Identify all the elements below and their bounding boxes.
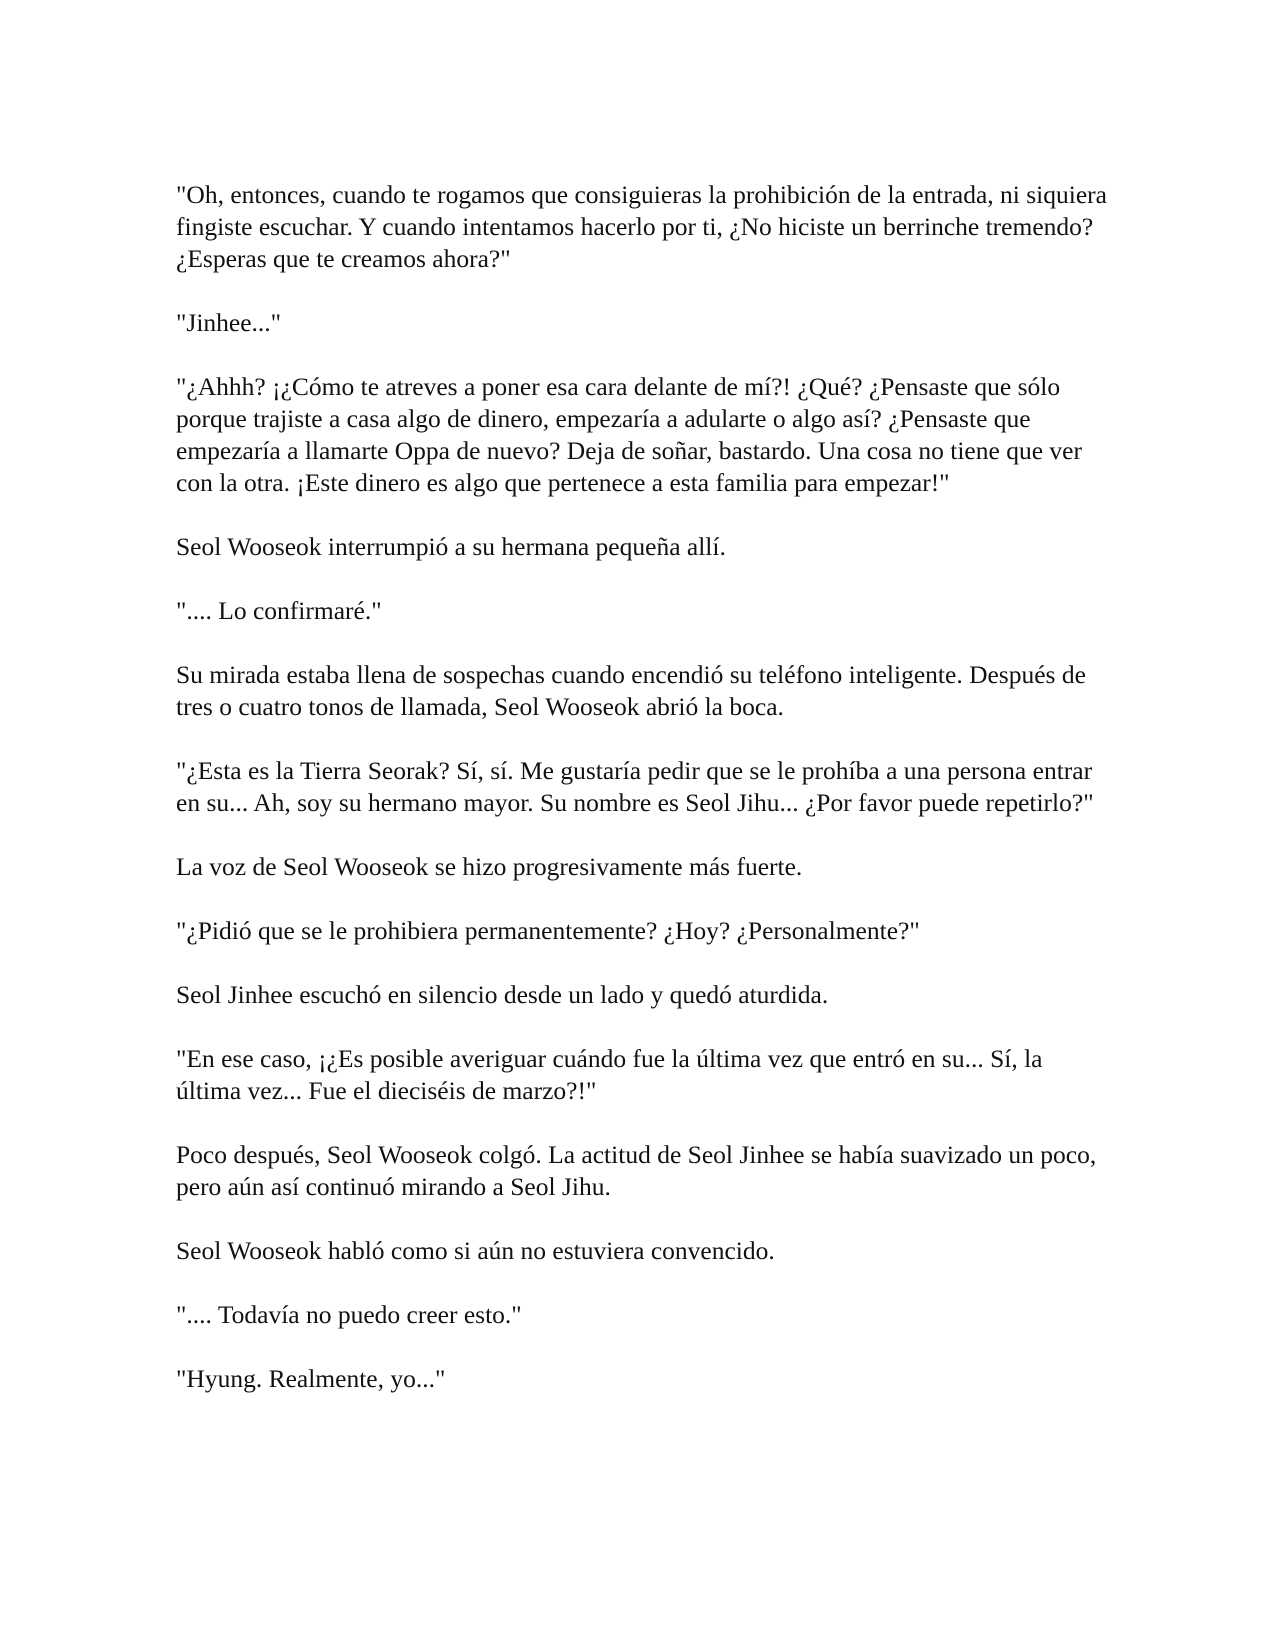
paragraph: "Hyung. Realmente, yo..."	[176, 1364, 446, 1393]
paragraph: ".... Todavía no puedo creer esto."	[176, 1300, 522, 1329]
paragraph: "Oh, entonces, cuando te rogamos que consiguieras la prohibición de la entrada, ni siquiera fingiste escuchar. Y cuando intentamos hacerlo por ti, ¿No hiciste un berrinche tremendo? ¿Esperas que te creamos ahora?"	[176, 180, 1107, 273]
paragraph: "En ese caso, ¡¿Es posible averiguar cuándo fue la última vez que entró en su... Sí, la última vez... Fue el dieciséis de marzo?!"	[176, 1044, 1043, 1105]
paragraph: Seol Wooseok interrumpió a su hermana pequeña allí.	[176, 532, 726, 561]
paragraph: Su mirada estaba llena de sospechas cuando encendió su teléfono inteligente. Después de tres o cuatro tonos de llamada, Seol Wooseok abrió la boca.	[176, 660, 1086, 721]
document-page	[176, 179, 1111, 1395]
paragraph: Seol Wooseok habló como si aún no estuviera convencido.	[176, 1236, 775, 1265]
paragraph: Seol Jinhee escuchó en silencio desde un lado y quedó aturdida.	[176, 980, 829, 1009]
paragraph: La voz de Seol Wooseok se hizo progresivamente más fuerte.	[176, 852, 803, 881]
paragraph: Poco después, Seol Wooseok colgó. La actitud de Seol Jinhee se había suavizado un poco, pero aún así continuó mirando a Seol Jihu.	[176, 1140, 1097, 1201]
paragraph: "Jinhee..."	[176, 308, 282, 337]
paragraph: "¿Pidió que se le prohibiera permanentemente? ¿Hoy? ¿Personalmente?"	[176, 916, 920, 945]
paragraph: "¿Esta es la Tierra Seorak? Sí, sí. Me gustaría pedir que se le prohíba a una persona entrar en su... Ah, soy su hermano mayor. Su nombre es Seol Jihu... ¿Por favor puede repetirlo?"	[176, 756, 1094, 817]
paragraph: ".... Lo confirmaré."	[176, 596, 382, 625]
paragraph: "¿Ahhh? ¡¿Cómo te atreves a poner esa cara delante de mí?! ¿Qué? ¿Pensaste que sólo porque trajiste a casa algo de dinero, empezaría a adularte o algo así? ¿Pensaste que empezaría a llamarte Oppa de nuevo? Deja de soñar, bastardo. Una cosa no tiene que ver con la otra. ¡Este dinero es algo que pertenece a esta familia para empezar!"	[176, 372, 1082, 497]
